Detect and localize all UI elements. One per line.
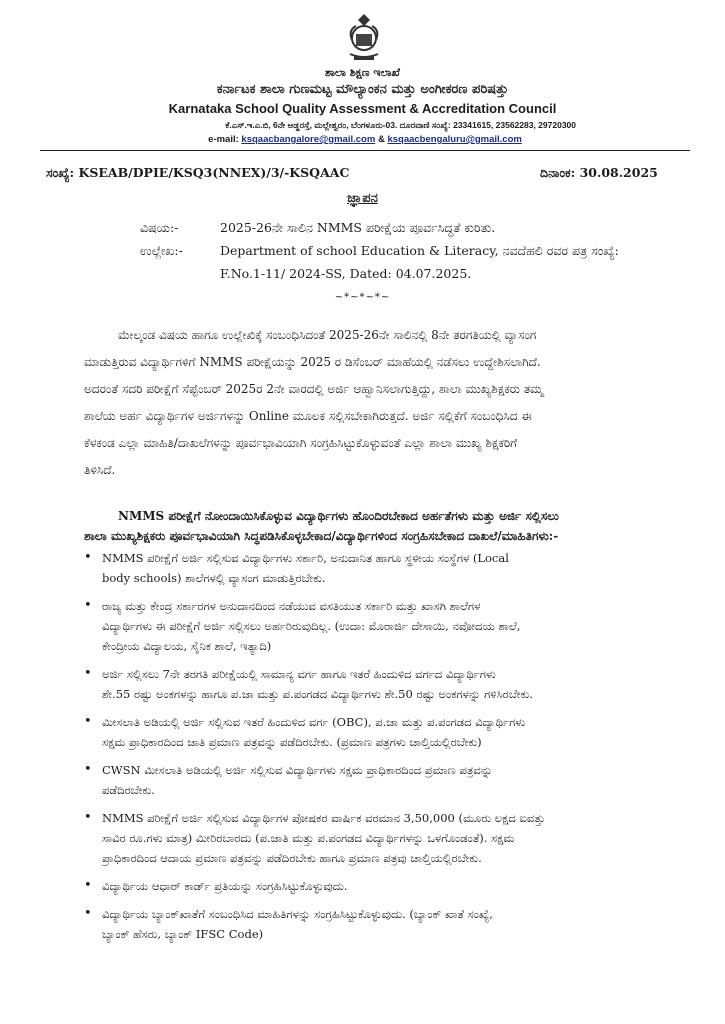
paragraph-line: ಮೇಲ್ಕಂಡ ವಿಷಯ ಹಾಗೂ ಉಲ್ಲೇಖಿಕ್ಕೆ ಸಂಬಂಧಿಸಿದಂತೆ 2025-26ನೇ ಸಾಲಿನಲ್ಲಿ 8ನೇ ತರಗತಿಯಲ್ಲಿ ವ್ಯಾಸಂಗ bbox=[118, 328, 537, 342]
paragraph-line: ಕೆಳಕಂಡ ಎಲ್ಲಾ ಮಾಹಿತಿ/ದಾಖಲೆಗಳನ್ನು ಪೂರ್ವಭಾವಿಯಾಗಿ ಸಂಗ್ರಹಿಸಿಟ್ಟುಕೊಳ್ಳುವಂತೆ ಎಲ್ಲಾ ಶಾಲಾ ಮುಖ್ಯ ಶಿಕ್ಷಕರಿಗೆ bbox=[84, 436, 518, 450]
paragraph-line: ತಿಳಿಸಿದೆ. bbox=[84, 463, 116, 477]
subject-label: ವಿಷಯ:- bbox=[140, 220, 179, 235]
list-item bbox=[82, 904, 682, 944]
paragraph-line: ಶಾಲೆಯ ಅರ್ಹ ವಿದ್ಯಾರ್ಥಿಗಳ ಅರ್ಜಿಗಳನ್ನು Online ಮೂಲಕ ಸಲ್ಲಿಸಬೇಕಾಗಿರುತ್ತದೆ. ಅರ್ಜಿ ಸಲ್ಲಿಕೆಗೆ ಸಂಬಂಧಿಸಿದ ಈ bbox=[84, 409, 532, 423]
header-divider bbox=[40, 150, 690, 151]
bullet-icon: • bbox=[84, 878, 92, 893]
list-item-line: ವಿದ್ಯಾರ್ಥಿಗಳು ಈ ಪರೀಕ್ಷೆಗೆ ಅರ್ಜಿ ಸಲ್ಲಿಸಲು ಅರ್ಹರಿರುವುದಿಲ್ಲ. (ಉದಾ: ಮೊರಾರ್ಜಿ ದೇಸಾಯಿ, ನವೋದಯ ಶಾಲೆ, bbox=[102, 619, 521, 633]
email-link-2[interactable]: ksqaacbengaluru@gmail.com bbox=[387, 134, 522, 145]
list-item bbox=[82, 664, 682, 704]
eligibility-intro bbox=[84, 506, 694, 546]
email-separator: & bbox=[377, 134, 385, 145]
list-item-line: ಪ್ರಾಧಿಕಾರದಿಂದ ಆದಾಯ ಪ್ರಮಾಣ ಪತ್ರವನ್ನು ಪಡೆದಿರಬೇಕು ಹಾಗೂ ಪ್ರಮಾಣ ಪತ್ರವು ಚಾಲ್ತಿಯಲ್ಲಿರಬೇಕು. bbox=[102, 851, 482, 865]
subject-text: 2025-26ನೇ ಸಾಲಿನ NMMS ಪರೀಕ್ಷೆಯ ಪೂರ್ವಸಿದ್ಧತೆ ಕುರಿತು. bbox=[220, 220, 496, 235]
list-item-line: NMMS ಪರೀಕ್ಷೆಗೆ ಅರ್ಜಿ ಸಲ್ಲಿಸುವ ವಿದ್ಯಾರ್ಥಿಗಳ ಪೋಷಕರ ವಾರ್ಷಿಕ ವರಮಾನ 3,50,000 (ಮೂರು ಲಕ್ಷದ ಐವತ್ತು bbox=[102, 811, 545, 825]
council-name-kannada: ಕರ್ನಾಟಕ ಶಾಲಾ ಗುಣಮಟ್ಟ ಮೌಲ್ಯಾಂಕನ ಮತ್ತು ಅಂಗೀಕರಣ ಪರಿಷತ್ತು bbox=[216, 82, 509, 97]
bullet-icon: • bbox=[84, 906, 92, 921]
list-item-line: ಕೇಂದ್ರೀಯ ವಿದ್ಯಾಲಯ, ಸೈನಿಕ ಶಾಲೆ, ಇತ್ಯಾದಿ) bbox=[102, 639, 272, 653]
list-item-line: ರಾಜ್ಯ ಮತ್ತು ಕೇಂದ್ರ ಸರ್ಕಾರಗಳ ಅನುದಾನದಿಂದ ನಡೆಯುವ ವಸತಿಯುತ ಸರ್ಕಾರಿ ಮತ್ತು ಖಾಸಗಿ ಶಾಲೆಗಳ bbox=[102, 599, 481, 613]
intro-line: ಶಾಲಾ ಮುಖ್ಯಶಿಕ್ಷಕರು ಪೂರ್ವಭಾವಿಯಾಗಿ ಸಿದ್ಧಪಡಿಸಿಕೊಳ್ಳಬೇಕಾದ/ವಿದ್ಯಾರ್ಥಿಗಳಿಂದ ಸಂಗ್ರಹಿಸಬೇಕಾದ ದಾಖಲೆ/ಮಾಹಿತಿಗಳು:- bbox=[84, 529, 559, 543]
email-label: e-mail: bbox=[208, 134, 239, 145]
list-item bbox=[82, 548, 682, 588]
subject-line bbox=[140, 220, 495, 236]
bullet-icon: • bbox=[84, 714, 92, 729]
list-item-line: ಸಾವಿರ ರೂ.ಗಳು ಮಾತ್ರ) ಮೀರಿರಬಾರದು (ಪ.ಜಾತಿ ಮತ್ತು ಪ.ಪಂಗಡದ ವಿದ್ಯಾರ್ಥಿಗಳನ್ನು ಒಳಗೊಂಡಂತೆ). ಸಕ್ಷಮ bbox=[102, 831, 515, 845]
list-item-line: ಅರ್ಜಿ ಸಲ್ಲಿಸಲು 7ನೇ ತರಗತಿ ಪರೀಕ್ಷೆಯಲ್ಲಿ ಸಾಮಾನ್ಯ ವರ್ಗ ಹಾಗೂ ಇತರೆ ಹಿಂದುಳಿದ ವರ್ಗದ ವಿದ್ಯಾರ್ಥಿಗಳು bbox=[102, 667, 496, 681]
body-paragraph bbox=[84, 322, 682, 484]
reference-line-2: F.No.1-11/ 2024-SS, Dated: 04.07.2025. bbox=[220, 266, 472, 281]
paragraph-line: ಅದರಂತೆ ಸದರಿ ಪರೀಕ್ಷೆಗೆ ಸೆಪ್ಟೆಂಬರ್ 2025ರ 2ನೇ ವಾರದಲ್ಲಿ ಅರ್ಜಿ ಆಹ್ವಾನಿಸಲಾಗುತ್ತಿದ್ದು, ಶಾಲಾ ಮುಖ್ಯಶಿಕ್ಷಕರು ತಮ್ಮ bbox=[84, 382, 544, 396]
intro-line: NMMS ಪರೀಕ್ಷೆಗೆ ನೋಂದಾಯಿಸಿಕೊಳ್ಳುವ ವಿದ್ಯಾರ್ಥಿಗಳು ಹೊಂದಿರಬೇಕಾದ ಅರ್ಹತೆಗಳು ಮತ್ತು ಅರ್ಜಿ ಸಲ್ಲಿಸಲು bbox=[118, 509, 559, 523]
council-address: ಕೆ.ಎಸ್.ಇ.ಎ.ಬಿ, 6ನೇ ಅಡ್ಡರಸ್ತೆ, ಮಲ್ಲೇಶ್ವರಂ, ಬೆಂಗಳೂರು-03. ದೂರವಾಣಿ ಸಂಖ್ಯೆ: 23341615, 23562283, 29720300 bbox=[225, 120, 576, 130]
list-item-line: ಬ್ಯಾಂಕ್ ಹೆಸರು, ಬ್ಯಾಂಕ್ IFSC Code) bbox=[102, 927, 264, 941]
list-item bbox=[82, 760, 682, 800]
bullet-icon: • bbox=[84, 810, 92, 825]
bullet-icon: • bbox=[84, 598, 92, 613]
email-link-1[interactable]: ksqaacbangalore@gmail.com bbox=[241, 134, 376, 145]
list-item bbox=[82, 712, 682, 752]
list-item bbox=[82, 596, 682, 656]
reference-label: ಉಲ್ಲೇಖ:- bbox=[140, 243, 183, 258]
list-item bbox=[82, 876, 682, 896]
council-name-english: Karnataka School Quality Assessment & Accreditation Council bbox=[168, 101, 557, 116]
bullet-icon: • bbox=[84, 666, 92, 681]
eligibility-list bbox=[82, 548, 682, 952]
reference-number: ಸಂಖ್ಯೆ: KSEAB/DPIE/KSQ3(NNEX)/3/-KSQAAC bbox=[46, 165, 350, 180]
list-item-line: ವಿದ್ಯಾರ್ಥಿಯ ಬ್ಯಾಂಕ್‌ಖಾತೆಗೆ ಸಂಬಂಧಿಸಿದ ಮಾಹಿತಿಗಳನ್ನು ಸಂಗ್ರಹಿಸಿಟ್ಟುಕೊಳ್ಳುವುದು. (ಬ್ಯಾಂಕ್ ಖಾತೆ ಸಂಖ್ಯೆ, bbox=[102, 907, 493, 921]
list-item-line: ಶೇ.55 ರಷ್ಟು ಅಂಕಗಳನ್ನು ಹಾಗೂ ಪ.ಜಾ ಮತ್ತು ಪ.ಪಂಗಡದ ವಿದ್ಯಾರ್ಥಿಗಳು ಶೇ.50 ರಷ್ಟು ಅಂಕಗಳನ್ನು ಗಳಿಸಿರಬೇಕು. bbox=[102, 687, 533, 701]
memo-title: ಜ್ಞಾಪನ bbox=[347, 191, 378, 206]
list-item bbox=[82, 808, 682, 868]
list-item-line: CWSN ಮೀಸಲಾತಿ ಅಡಿಯಲ್ಲಿ ಅರ್ಜಿ ಸಲ್ಲಿಸುವ ವಿದ್ಯಾರ್ಥಿಗಳು ಸಕ್ಷಮ ಪ್ರಾಧಿಕಾರದಿಂದ ಪ್ರಮಾಣ ಪತ್ರವನ್ನು bbox=[102, 763, 493, 777]
reference-text: Department of school Education & Literacy, ನವದೆಹಲಿ ರವರ ಪತ್ರ ಸಂಖ್ಯೆ: bbox=[220, 243, 619, 258]
list-item-line: ವಿದ್ಯಾರ್ಥಿಯ ಆಧಾರ್ ಕಾರ್ಡ್ ಪ್ರತಿಯನ್ನು ಸಂಗ್ರಹಿಸಿಟ್ಟುಕೊಳ್ಳುವುದು. bbox=[102, 879, 348, 893]
list-item-line: ಮೀಸಲಾತಿ ಅಡಿಯಲ್ಲಿ ಅರ್ಜಿ ಸಲ್ಲಿಸುವ ಇತರೆ ಹಿಂದುಳಿದ ವರ್ಗ (OBC), ಪ.ಜಾ ಮತ್ತು ಪ.ಪಂಗಡದ ವಿದ್ಯಾರ್ಥಿಗಳು bbox=[102, 715, 526, 729]
reference-line bbox=[140, 243, 619, 259]
list-item-line: body schools) ಶಾಲೆಗಳಲ್ಲಿ ವ್ಯಾಸಂಗ ಮಾಡುತ್ತಿರಬೇಕು. bbox=[102, 571, 326, 585]
email-line bbox=[175, 134, 555, 145]
memo-date: ದಿನಾಂಕ: 30.08.2025 bbox=[540, 165, 658, 180]
list-item-line: ಸಕ್ಷಮ ಪ್ರಾಧಿಕಾರದಿಂದ ಜಾತಿ ಪ್ರಮಾಣ ಪತ್ರವನ್ನು ಪಡೆದಿರಬೇಕು. (ಪ್ರಮಾಣ ಪತ್ರಗಳು ಚಾಲ್ತಿಯಲ್ಲಿರಬೇಕು) bbox=[102, 735, 482, 749]
department-name: ಶಾಲಾ ಶಿಕ್ಷಣ ಇಲಾಖೆ bbox=[325, 66, 400, 79]
bullet-icon: • bbox=[84, 762, 92, 777]
list-item-line: NMMS ಪರೀಕ್ಷೆಗೆ ಅರ್ಜಿ ಸಲ್ಲಿಸುವ ವಿದ್ಯಾರ್ಥಿಗಳು ಸರ್ಕಾರಿ, ಅನುದಾನಿತ ಹಾಗೂ ಸ್ಥಳೀಯ ಸಂಸ್ಥೆಗಳ (Local bbox=[102, 551, 509, 565]
bullet-icon: • bbox=[84, 550, 92, 565]
government-emblem-icon bbox=[336, 10, 392, 66]
paragraph-line: ಮಾಡುತ್ತಿರುವ ವಿದ್ಯಾರ್ಥಿಗಳಿಗೆ NMMS ಪರೀಕ್ಷೆಯನ್ನು 2025 ರ ಡಿಸೆಂಬರ್ ಮಾಹೆಯಲ್ಲಿ ನಡೆಸಲು ಉದ್ದೇಶಿಸಲಾಗಿದೆ. bbox=[84, 355, 541, 369]
list-item-line: ಪಡೆದಿರಬೇಕು. bbox=[102, 783, 155, 797]
section-separator: ~*~*~*~ bbox=[334, 292, 391, 303]
